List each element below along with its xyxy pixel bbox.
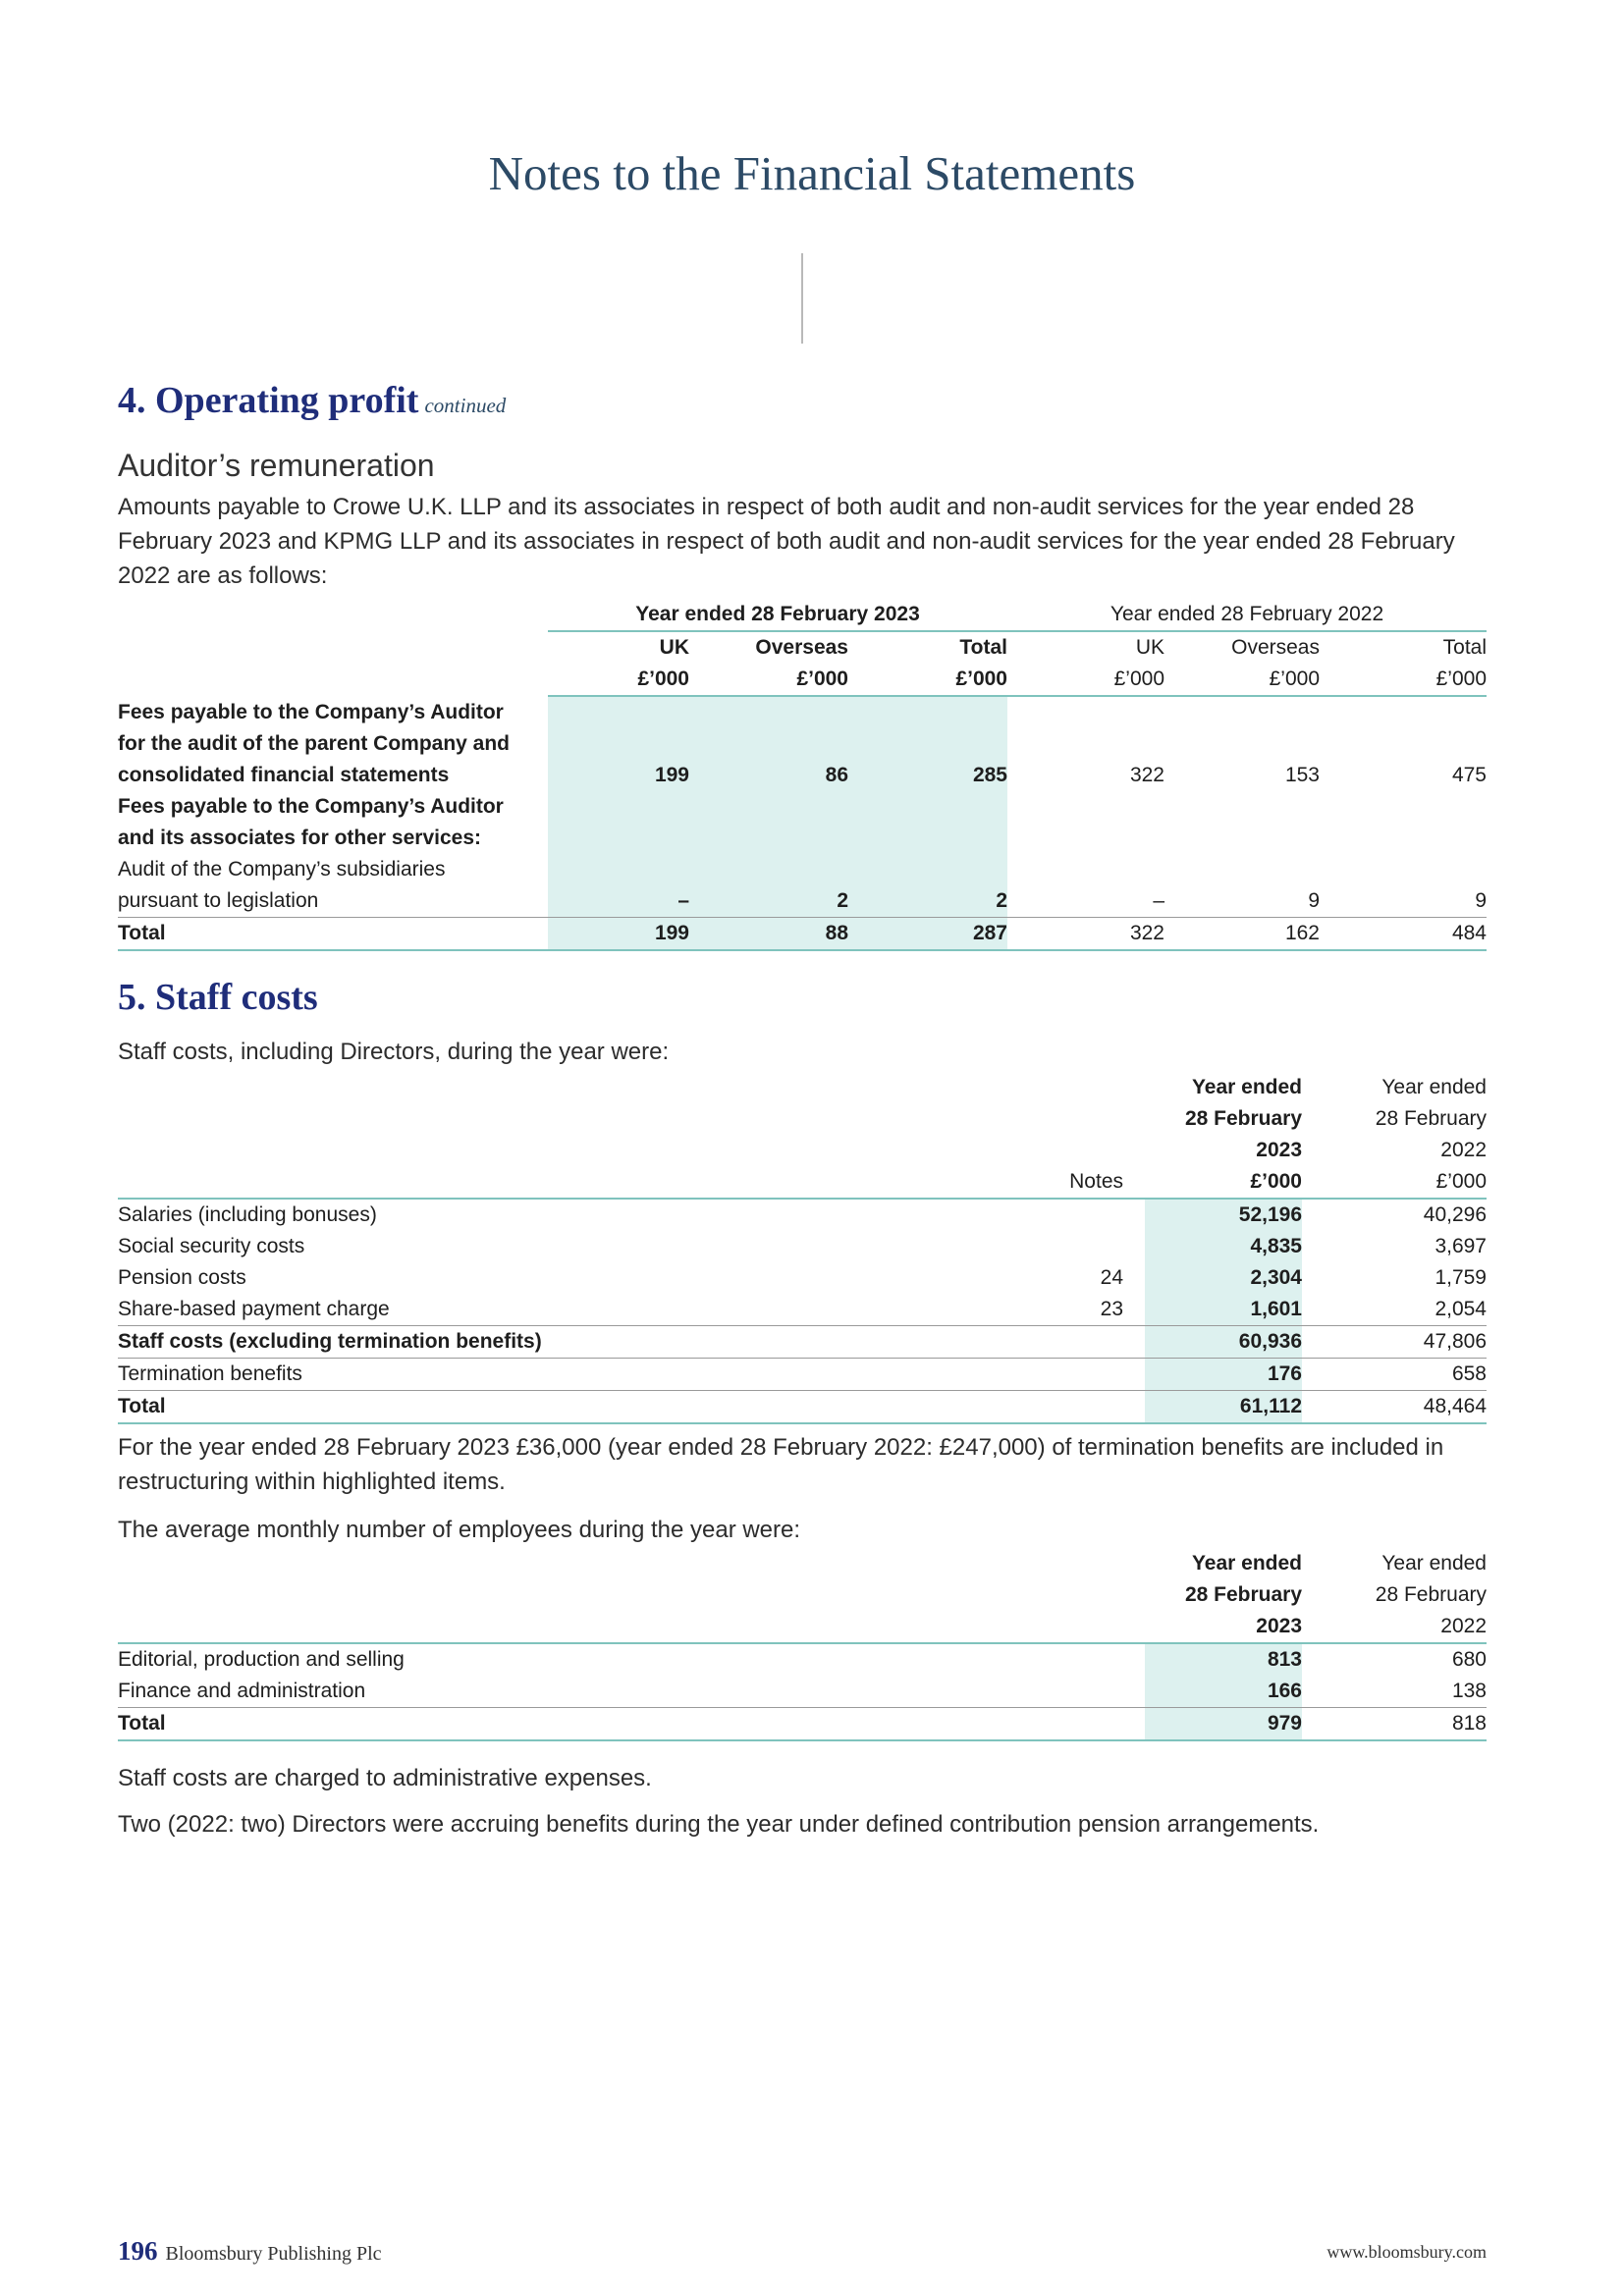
table-row (118, 1676, 1487, 1708)
auditor-intro-paragraph: Amounts payable to Crowe U.K. LLP and its associates in respect of both audit and non-audit services for the year ended 28 February 2023 and KPMG LLP and its associates in respect of both audit and non-audit services for the year ended 28 February 2022 are as follows: (118, 494, 1455, 589)
staff-costs-intro: Staff costs, including Directors, during the year were: (118, 1039, 670, 1065)
unit-label: £’000 (1320, 664, 1487, 696)
value-cell: 484 (1320, 918, 1487, 951)
value-cell: 287 (848, 918, 1007, 951)
value-cell: – (548, 885, 689, 918)
unit-label: £’000 (548, 664, 689, 696)
value-2022: 2,054 (1435, 1298, 1487, 1320)
value-cell: 88 (689, 918, 848, 951)
subtotal-row (118, 1326, 1487, 1359)
header-2023-line: Year ended (1191, 1076, 1302, 1098)
column-label-row (118, 631, 1487, 664)
header-2022-line: Year ended (1381, 1076, 1487, 1098)
value-2023: 60,936 (1145, 1326, 1302, 1359)
value-2022: 138 (1451, 1680, 1487, 1702)
value-cell: 285 (848, 760, 1007, 791)
footer-website: www.bloomsbury.com (1326, 2242, 1487, 2262)
row-label (118, 1294, 1133, 1326)
value-2022: 658 (1451, 1362, 1487, 1385)
table-row (118, 885, 1487, 918)
header-row (118, 1103, 1487, 1135)
directors-pension-note: Two (2022: two) Directors were accruing benefits during the year under defined contribution pension arrangements. (118, 1811, 1320, 1838)
title-divider (801, 253, 803, 344)
unit-label: £’000 (1164, 664, 1320, 696)
value-2022: 1,759 (1435, 1266, 1487, 1289)
header-row (118, 1072, 1487, 1103)
value-cell: 199 (548, 760, 689, 791)
table-row (118, 760, 1487, 791)
section-4-title: 4. Operating profit (118, 380, 419, 421)
header-2023-line: 2023 (1256, 1139, 1302, 1161)
value-2022: 818 (1302, 1708, 1487, 1741)
value-2023: 979 (1145, 1708, 1302, 1741)
auditor-remuneration-table (118, 599, 1487, 951)
header-2022-line: 28 February (1375, 1107, 1487, 1130)
col-overseas-2023: Overseas (755, 636, 848, 659)
row-label: Finance and administration (118, 1680, 366, 1702)
value-2022: 680 (1451, 1648, 1487, 1671)
table-row (118, 1359, 1487, 1391)
table-row (118, 791, 1487, 823)
header-2022-line: Year ended (1381, 1552, 1487, 1575)
header-row (118, 1611, 1487, 1643)
table-row (118, 1199, 1487, 1231)
header-2022-line: 28 February (1375, 1583, 1487, 1606)
staff-costs-table (118, 1072, 1487, 1424)
value-2022: 47,806 (1302, 1326, 1487, 1359)
header-2023-line: 2023 (1145, 1611, 1302, 1643)
value-cell: 322 (1129, 764, 1164, 786)
table-row (118, 728, 1487, 760)
row-label: Salaries (including bonuses) (118, 1203, 377, 1226)
row-label: Editorial, production and selling (118, 1648, 405, 1671)
value-2023: 1,601 (1145, 1294, 1302, 1326)
note-ref: 24 (1100, 1266, 1123, 1289)
auditor-remuneration-heading: Auditor’s remuneration (118, 448, 435, 483)
value-2023: 61,112 (1145, 1391, 1302, 1424)
admin-expenses-note: Staff costs are charged to administrative expenses. (118, 1765, 652, 1791)
value-2023: 166 (1145, 1676, 1302, 1708)
value-cell: 2 (689, 885, 848, 918)
footer-left (118, 2236, 382, 2267)
unit-label: £’000 (689, 664, 848, 696)
row-label: Total (118, 1708, 1145, 1741)
value-2023: 2,304 (1145, 1262, 1302, 1294)
col-uk-2022: UK (1135, 636, 1164, 659)
header-2022-line: 2022 (1302, 1611, 1487, 1643)
continued-label: continued (424, 394, 507, 417)
value-cell: 153 (1284, 764, 1320, 786)
value-cell: 475 (1451, 764, 1487, 786)
row-label: consolidated financial statements (118, 764, 450, 786)
row-label: Fees payable to the Company’s Auditor (118, 795, 504, 818)
value-2022: 40,296 (1423, 1203, 1487, 1226)
value-cell: 86 (689, 760, 848, 791)
total-row (118, 918, 1487, 951)
header-2022-line: 2022 (1440, 1139, 1487, 1161)
value-2023: 52,196 (1145, 1199, 1302, 1231)
row-label: Total (118, 1391, 1133, 1424)
row-label: Social security costs (118, 1235, 305, 1257)
col-overseas-2022: Overseas (1231, 636, 1320, 659)
header-2023-line: 28 February (1184, 1107, 1302, 1130)
header-2023-line: £’000 (1145, 1166, 1302, 1199)
group-header-row (118, 599, 1487, 631)
header-2023-line: 28 February (1184, 1583, 1302, 1606)
row-label: Total (118, 918, 548, 951)
value-cell: – (1153, 889, 1164, 912)
table-row (118, 1262, 1487, 1294)
total-row (118, 1708, 1487, 1741)
section-4-heading (118, 379, 506, 422)
value-cell: 199 (548, 918, 689, 951)
header-2022-line: £’000 (1302, 1166, 1487, 1199)
row-label-text: Pension costs (118, 1266, 246, 1289)
note-ref: 23 (1100, 1298, 1123, 1320)
value-cell: 322 (1007, 918, 1164, 951)
unit-label: £’000 (1007, 664, 1164, 696)
row-label-text: Share-based payment charge (118, 1298, 390, 1320)
value-2023: 813 (1145, 1643, 1302, 1676)
value-2023: 176 (1145, 1359, 1302, 1391)
value-cell: 162 (1164, 918, 1320, 951)
employees-intro: The average monthly number of employees during the year were: (118, 1517, 801, 1543)
group-2022-label: Year ended 28 February 2022 (1007, 599, 1487, 631)
header-row (118, 1548, 1487, 1579)
row-label: Fees payable to the Company’s Auditor (118, 701, 504, 723)
row-label: pursuant to legislation (118, 889, 319, 912)
header-2023-line: Year ended (1191, 1552, 1302, 1575)
value-cell: 9 (1308, 889, 1320, 912)
table-row (118, 854, 1487, 885)
col-uk-2023: UK (659, 636, 689, 659)
footer-company: Bloomsbury Publishing Plc (165, 2243, 382, 2265)
col-total-2022: Total (1442, 636, 1487, 659)
section-5-heading: 5. Staff costs (118, 977, 318, 1018)
row-label (118, 1262, 1133, 1294)
value-2022: 3,697 (1435, 1235, 1487, 1257)
table-row (118, 696, 1487, 728)
row-label: Audit of the Company’s subsidiaries (118, 858, 446, 881)
row-label: for the audit of the parent Company and (118, 732, 511, 755)
unit-label: £’000 (848, 664, 1007, 696)
notes-column-label (118, 1166, 1133, 1199)
table-row (118, 1294, 1487, 1326)
table-row (118, 1643, 1487, 1676)
page-number: 196 (118, 2236, 158, 2266)
header-row (118, 1135, 1487, 1166)
value-cell: 2 (848, 885, 1007, 918)
employees-table (118, 1548, 1487, 1741)
table-row (118, 823, 1487, 854)
page-title: Notes to the Financial Statements (488, 146, 1136, 200)
header-row (118, 1166, 1487, 1199)
value-2023: 4,835 (1145, 1231, 1302, 1262)
notes-label: Notes (1069, 1170, 1123, 1193)
unit-row (118, 664, 1487, 696)
col-total-2023: Total (959, 636, 1007, 659)
value-cell: 9 (1475, 889, 1487, 912)
row-label: and its associates for other services: (118, 827, 481, 849)
termination-benefits-note: For the year ended 28 February 2023 £36,000 (year ended 28 February 2022: £247,000) of termination benefits are included in restructuring within highlighted items. (118, 1434, 1444, 1495)
table-row (118, 1231, 1487, 1262)
group-2023-label: Year ended 28 February 2023 (548, 599, 1007, 631)
total-row (118, 1391, 1487, 1424)
header-row (118, 1579, 1487, 1611)
row-label: Termination benefits (118, 1362, 302, 1385)
row-label: Staff costs (excluding termination benefits) (118, 1326, 1133, 1359)
value-2022: 48,464 (1302, 1391, 1487, 1424)
